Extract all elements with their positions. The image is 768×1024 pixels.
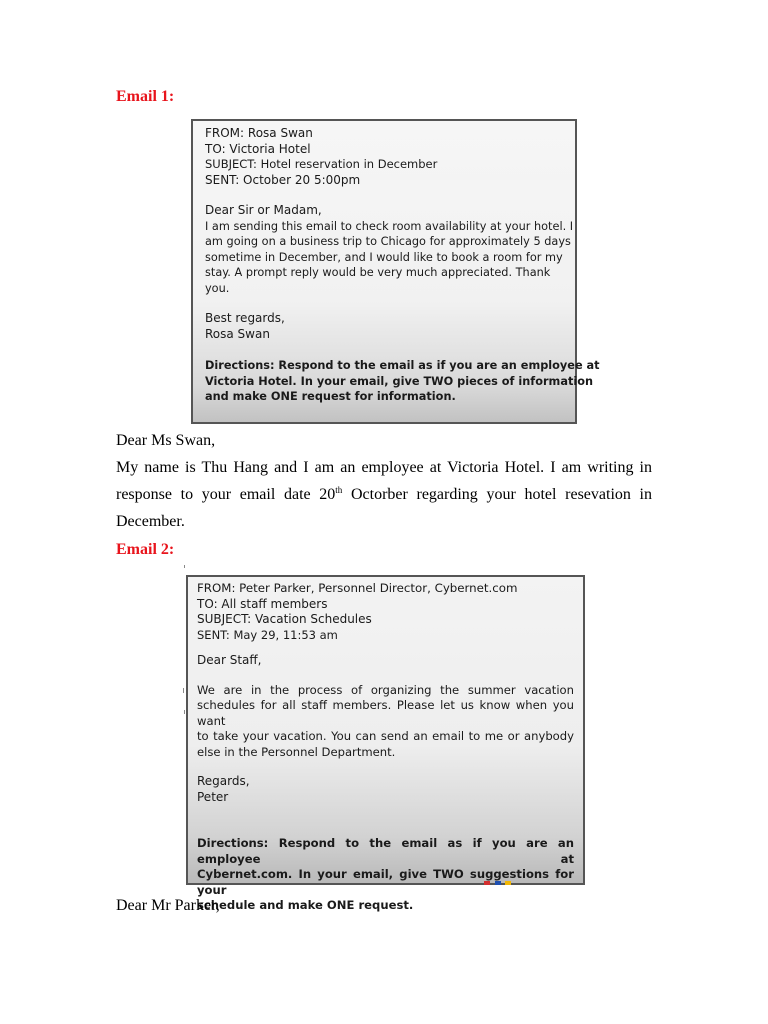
email-2-heading: Email 2:: [116, 541, 175, 558]
email-2-body-line: schedules for all staff members. Please let us know when you want: [197, 698, 574, 728]
reply-line-1: My name is Thu Hang and I am an employee at Victoria Hotel. I am writing in: [116, 459, 652, 476]
email-2-subject: SUBJECT: Vacation Schedules: [197, 612, 372, 626]
email-2-directions-line: schedule and make ONE request.: [197, 898, 414, 912]
email-1-directions-line: and make ONE request for information.: [205, 390, 456, 403]
scan-mark: [183, 688, 184, 693]
email-2-signature: Peter: [197, 789, 229, 804]
reply-line-3: December.: [116, 513, 185, 530]
ordinal-suffix: th: [335, 485, 343, 495]
email-2-image: [186, 575, 585, 912]
email-1-body-line: I am sending this email to check room availability at your hotel. I: [205, 219, 574, 233]
email-2-body-line: to take your vacation. You can send an email to me or anybody: [197, 729, 574, 743]
email-1-closing: Best regards,: [205, 311, 285, 325]
email-2-reply-greeting: Dear Mr Parker,: [116, 897, 220, 914]
email-1-reply-greeting: Dear Ms Swan,: [116, 432, 216, 449]
reply-line-2-end: Octorber regarding your hotel resevation in: [342, 486, 652, 503]
email-2-body-line: else in the Personnel Department.: [197, 744, 396, 759]
email-1-reply-paragraph: [116, 454, 652, 535]
reply-line-2-start: response to your email date 20: [116, 486, 336, 503]
email-1-from: FROM: Rosa Swan: [205, 126, 313, 140]
email-2-directions-line: Directions: Respond to the email as if you are an employee at: [197, 836, 574, 866]
email-2-sent: SENT: May 29, 11:53 am: [197, 627, 338, 642]
email-1-directions-line: Victoria Hotel. In your email, give TWO pieces of information: [205, 374, 594, 388]
email-2-greeting: Dear Staff,: [197, 653, 262, 667]
email-1-heading: Email 1:: [116, 88, 175, 105]
email-1-body-line: you.: [205, 281, 230, 295]
email-1-body-line: stay. A prompt reply would be very much appreciated. Thank: [205, 266, 551, 279]
email-1-signature: Rosa Swan: [205, 326, 270, 341]
email-1-greeting: Dear Sir or Madam,: [205, 203, 322, 217]
email-2-body-line: We are in the process of organizing the summer vacation: [197, 682, 574, 697]
email-2-directions-line: Cybernet.com. In your email, give TWO suggestions for your: [197, 867, 574, 897]
scan-mark: [184, 565, 185, 568]
email-1-body-line: sometime in December, and I would like to book a room for my: [205, 250, 563, 264]
email-1-subject: SUBJECT: Hotel reservation in December: [205, 157, 438, 171]
reply-line-2: [116, 481, 652, 508]
scan-mark: [184, 710, 185, 714]
email-1-sent: SENT: October 20 5:00pm: [205, 172, 361, 187]
email-1-to: TO: Victoria Hotel: [205, 141, 311, 156]
email-1-image: [191, 119, 600, 424]
scan-artifact: [505, 881, 511, 885]
email-1-directions-line: Directions: Respond to the email as if you are an employee at: [205, 359, 600, 372]
scan-artifact: [495, 881, 501, 885]
email-1-body-line: am going on a business trip to Chicago for approximately 5 days: [205, 235, 571, 248]
scan-artifact: [484, 881, 490, 885]
email-2-from: FROM: Peter Parker, Personnel Director, Cybernet.com: [197, 581, 518, 595]
email-2-closing: Regards,: [197, 774, 250, 788]
email-2-to: TO: All staff members: [197, 596, 328, 611]
